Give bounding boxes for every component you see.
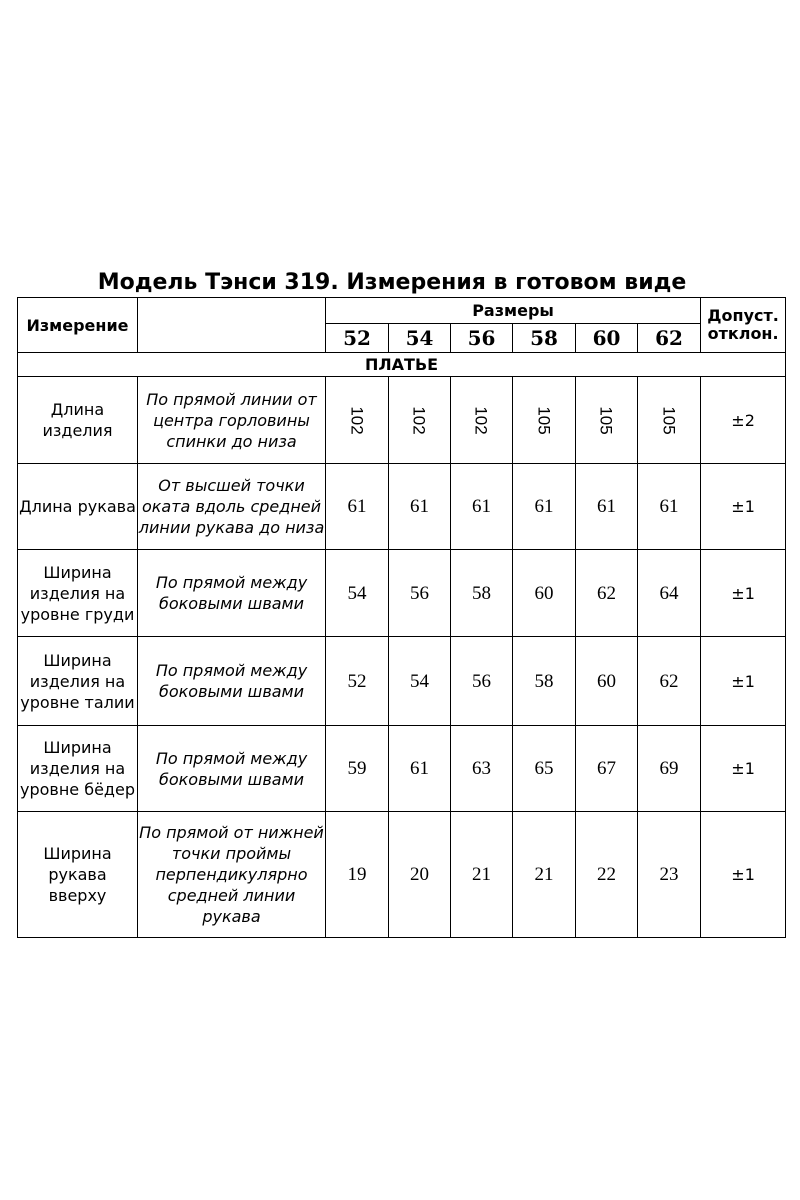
value-cell <box>451 377 513 464</box>
table-row <box>18 550 786 637</box>
value-cell: 65 <box>513 726 576 812</box>
value-cell: 20 <box>389 812 451 938</box>
tolerance-header-line2: отклон. <box>707 324 779 343</box>
section-title: ПЛАТЬЕ <box>18 353 786 377</box>
measurement-description: От высшей точки оката вдоль средней линии рукава до низа <box>138 464 326 550</box>
tolerance-cell: ±1 <box>701 464 786 550</box>
measurement-name: Длина изделия <box>18 377 138 464</box>
value-cell: 64 <box>638 550 701 637</box>
value-cell: 60 <box>576 637 638 726</box>
measurement-description: По прямой между боковыми швами <box>138 550 326 637</box>
measurement-name: Длина рукава <box>18 464 138 550</box>
value-cell: 61 <box>638 464 701 550</box>
sizes-header: Размеры <box>326 298 701 324</box>
measurement-description: По прямой линии от центра горловины спинки до низа <box>138 377 326 464</box>
tolerance-header <box>701 298 786 353</box>
value-cell: 19 <box>326 812 389 938</box>
description-header <box>138 298 326 353</box>
value-cell: 56 <box>451 637 513 726</box>
value-cell <box>638 377 701 464</box>
tolerance-cell: ±2 <box>701 377 786 464</box>
value-cell: 63 <box>451 726 513 812</box>
size-60: 60 <box>576 324 638 353</box>
value-cell: 67 <box>576 726 638 812</box>
table-row <box>18 464 786 550</box>
section-row <box>18 353 786 377</box>
tolerance-cell: ±1 <box>701 550 786 637</box>
tolerance-cell: ±1 <box>701 726 786 812</box>
measurement-description: По прямой между боковыми швами <box>138 726 326 812</box>
size-52: 52 <box>326 324 389 353</box>
value-text: 102 <box>347 405 367 435</box>
header-row-top <box>18 298 786 324</box>
value-cell: 61 <box>513 464 576 550</box>
value-cell: 59 <box>326 726 389 812</box>
value-cell <box>576 377 638 464</box>
value-cell: 52 <box>326 637 389 726</box>
table-row <box>18 812 786 938</box>
tolerance-cell: ±1 <box>701 637 786 726</box>
measurement-name: Ширина изделия на уровне талии <box>18 637 138 726</box>
size-56: 56 <box>451 324 513 353</box>
size-62: 62 <box>638 324 701 353</box>
document-title: Модель Тэнси 319. Измерения в готовом виде <box>97 270 687 295</box>
measurement-name: Ширина изделия на уровне бёдер <box>18 726 138 812</box>
table-row <box>18 637 786 726</box>
value-cell: 62 <box>638 637 701 726</box>
value-cell <box>389 377 451 464</box>
tolerance-header-line1: Допуст. <box>707 306 779 325</box>
value-cell: 23 <box>638 812 701 938</box>
value-text: 105 <box>659 405 679 435</box>
value-cell: 61 <box>389 464 451 550</box>
value-cell: 61 <box>576 464 638 550</box>
value-cell: 56 <box>389 550 451 637</box>
value-cell: 21 <box>451 812 513 938</box>
value-text: 105 <box>534 405 554 435</box>
value-cell: 22 <box>576 812 638 938</box>
value-cell: 60 <box>513 550 576 637</box>
size-58: 58 <box>513 324 576 353</box>
value-cell: 54 <box>326 550 389 637</box>
tolerance-cell: ±1 <box>701 812 786 938</box>
value-text: 105 <box>597 405 616 435</box>
measurement-description: По прямой между боковыми швами <box>138 637 326 726</box>
measurement-name: Ширина рукава вверху <box>18 812 138 938</box>
measurement-header: Измерение <box>18 298 138 353</box>
measurements-table <box>17 297 786 938</box>
value-cell: 58 <box>451 550 513 637</box>
table-row <box>18 726 786 812</box>
value-cell: 61 <box>451 464 513 550</box>
value-text: 102 <box>472 405 491 435</box>
value-cell: 21 <box>513 812 576 938</box>
value-cell: 62 <box>576 550 638 637</box>
table-row <box>18 377 786 464</box>
measurement-name: Ширина изделия на уровне груди <box>18 550 138 637</box>
size-54: 54 <box>389 324 451 353</box>
value-cell <box>326 377 389 464</box>
value-cell: 61 <box>389 726 451 812</box>
value-cell: 61 <box>326 464 389 550</box>
measurement-description: По прямой от нижней точки проймы перпендикулярно средней линии рукава <box>138 812 326 938</box>
value-cell: 58 <box>513 637 576 726</box>
value-cell: 69 <box>638 726 701 812</box>
value-text: 102 <box>410 405 429 435</box>
value-cell <box>513 377 576 464</box>
value-cell: 54 <box>389 637 451 726</box>
